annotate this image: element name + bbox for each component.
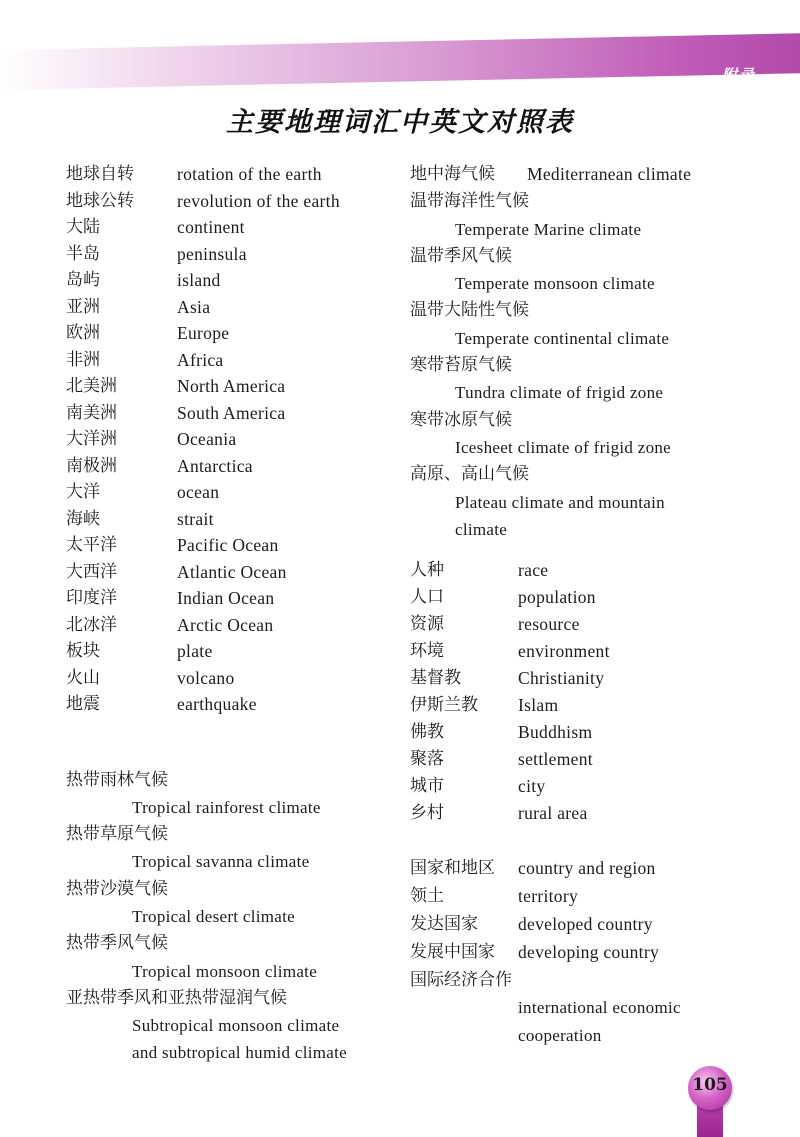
- page-number-badge: [688, 1066, 732, 1110]
- term-zh: 大陆: [66, 217, 100, 237]
- term-row: [66, 506, 396, 533]
- climate-en: Temperate Marine climate: [455, 219, 642, 239]
- term-zh: 非洲: [66, 349, 100, 370]
- term-en: Pacific Ocean: [177, 535, 279, 555]
- term-row: [410, 854, 750, 882]
- term-en: volcano: [177, 667, 235, 688]
- term-zh: 地球公转: [66, 190, 134, 211]
- term-row: [66, 214, 396, 241]
- term-en: settlement: [518, 749, 593, 770]
- left-term-list: [66, 161, 396, 718]
- term-row: [410, 161, 750, 188]
- term-zh: 印度洋: [66, 588, 117, 608]
- climate-en: Tundra climate of frigid zone: [455, 383, 664, 403]
- term-row: [410, 746, 750, 773]
- section-gap: [410, 827, 750, 854]
- climate-en: climate: [455, 519, 508, 539]
- climate-zh: 温带大陆性气候: [410, 300, 529, 321]
- term-zh: 半岛: [66, 243, 100, 264]
- left-column: [66, 161, 396, 1067]
- term-zh: 地球自转: [66, 164, 134, 184]
- climate-en: Temperate monsoon climate: [455, 274, 655, 294]
- term-zh: 佛教: [410, 722, 444, 743]
- climate-en: Icesheet climate of frigid zone: [455, 437, 672, 457]
- term-zh: 乡村: [410, 803, 444, 824]
- term-en: cooperation: [518, 1026, 602, 1046]
- term-zh: 太平洋: [66, 535, 117, 555]
- term-zh: 环境: [410, 641, 444, 662]
- term-zh: 地中海气候: [410, 164, 495, 184]
- climate-zh: 热带雨林气候: [66, 769, 168, 790]
- term-row: [66, 294, 396, 321]
- left-climate-list: [66, 767, 396, 1067]
- term-zh: 地震: [66, 694, 100, 714]
- section-gap: [66, 718, 396, 745]
- term-zh: 大洋: [66, 482, 100, 502]
- term-en: international economic: [518, 998, 681, 1018]
- term-row: [410, 773, 750, 800]
- term-row: [66, 373, 396, 400]
- climate-en: Plateau climate and mountain: [455, 492, 665, 512]
- climate-zh: 热带沙漠气候: [66, 878, 168, 899]
- term-en: peninsula: [177, 243, 247, 264]
- term-row: [66, 400, 396, 427]
- term-zh: 岛屿: [66, 270, 100, 290]
- term-en: country and region: [518, 858, 656, 879]
- right-term-list-1: [410, 557, 750, 827]
- section-label: 附录: [721, 66, 756, 84]
- term-zh: 火山: [66, 667, 100, 688]
- term-en: Antarctica: [177, 455, 253, 476]
- term-row: [410, 665, 750, 692]
- climate-zh: 温带季风气候: [410, 245, 512, 266]
- term-row: [66, 532, 396, 559]
- term-zh: 南极洲: [66, 455, 117, 476]
- term-zh: 聚落: [410, 749, 444, 770]
- term-zh: 发达国家: [410, 914, 478, 935]
- term-row: [66, 426, 396, 453]
- term-row: [410, 882, 750, 910]
- term-en: city: [518, 776, 546, 797]
- term-row: [66, 612, 396, 639]
- term-zh: 国家和地区: [410, 858, 495, 879]
- term-zh: 北美洲: [66, 376, 117, 396]
- page-number: 105: [692, 1075, 728, 1095]
- section-gap: [410, 543, 750, 557]
- term-zh: 城市: [410, 776, 444, 797]
- term-zh: 欧洲: [66, 323, 100, 343]
- term-en: North America: [177, 376, 286, 396]
- term-en: Buddhism: [518, 722, 593, 743]
- term-en: developing country: [518, 942, 659, 963]
- term-row: [66, 479, 396, 506]
- climate-en: Tropical monsoon climate: [132, 961, 318, 981]
- term-zh: 板块: [66, 641, 100, 661]
- term-row: [66, 347, 396, 374]
- climate-zh: 温带海洋性气候: [410, 191, 529, 212]
- term-row: [410, 719, 750, 746]
- term-en: rural area: [518, 803, 588, 824]
- term-row: [66, 559, 396, 586]
- term-row: [410, 910, 750, 938]
- term-row: [410, 611, 750, 638]
- term-zh: 基督教: [410, 668, 461, 689]
- term-zh: 资源: [410, 614, 444, 635]
- term-en: Islam: [518, 695, 559, 716]
- climate-en: Temperate continental climate: [455, 328, 670, 348]
- climate-en: Subtropical monsoon climate: [132, 1016, 340, 1036]
- term-row: [410, 638, 750, 665]
- term-zh: 大洋洲: [66, 429, 117, 449]
- term-en: ocean: [177, 482, 220, 502]
- term-row: [66, 638, 396, 665]
- term-zh: 领土: [410, 886, 444, 907]
- term-en: Europe: [177, 323, 230, 343]
- term-en: Arctic Ocean: [177, 614, 274, 635]
- term-zh: 海峡: [66, 508, 100, 529]
- term-zh: 人种: [410, 560, 444, 581]
- term-en: earthquake: [177, 694, 257, 714]
- climate-zh: 热带草原气候: [66, 824, 168, 845]
- header-banner: [0, 33, 800, 90]
- climate-zh: 热带季风气候: [66, 933, 168, 954]
- climate-en: Tropical rainforest climate: [132, 797, 321, 817]
- term-zh: 发展中国家: [410, 942, 495, 963]
- term-en: territory: [518, 886, 579, 907]
- term-row: [66, 453, 396, 480]
- term-en: Mediterranean climate: [527, 164, 692, 184]
- term-en: Atlantic Ocean: [177, 561, 287, 582]
- term-row: [66, 585, 396, 612]
- term-en: Africa: [177, 349, 224, 370]
- climate-en: Tropical desert climate: [132, 906, 296, 926]
- term-zh: 人口: [410, 587, 444, 608]
- term-en: Indian Ocean: [177, 588, 275, 608]
- section-gap: [66, 745, 396, 767]
- term-en: rotation of the earth: [177, 164, 322, 184]
- term-row: [66, 241, 396, 268]
- right-column: [410, 161, 750, 1050]
- term-en: South America: [177, 402, 286, 423]
- page-title: 主要地理词汇中英文对照表: [226, 107, 574, 138]
- term-en: Asia: [177, 296, 211, 317]
- right-term-list-2: [410, 854, 750, 1050]
- term-row: [66, 665, 396, 692]
- climate-en: and subtropical humid climate: [132, 1043, 348, 1063]
- term-row: [410, 584, 750, 611]
- term-en: continent: [177, 217, 245, 237]
- right-climate-list: [410, 161, 750, 543]
- climate-zh: 亚热带季风和亚热带湿润气候: [66, 987, 287, 1008]
- term-zh: 南美洲: [66, 402, 117, 423]
- climate-zh: 寒带冰原气候: [410, 409, 512, 430]
- climate-zh: 国际经济合作: [410, 970, 512, 991]
- term-row: [66, 161, 396, 188]
- climate-zh: 高原、高山气候: [410, 464, 529, 485]
- term-en: environment: [518, 641, 610, 662]
- term-en: resource: [518, 614, 580, 635]
- term-en: population: [518, 587, 596, 608]
- term-row: [66, 267, 396, 294]
- climate-zh: 寒带苔原气候: [410, 355, 512, 376]
- term-en: race: [518, 560, 549, 581]
- term-zh: 大西洋: [66, 561, 117, 582]
- term-row: [410, 557, 750, 584]
- term-en: developed country: [518, 914, 653, 935]
- term-row: [410, 800, 750, 827]
- term-en: plate: [177, 641, 213, 661]
- term-zh: 亚洲: [66, 296, 100, 317]
- term-zh: 伊斯兰教: [410, 695, 478, 716]
- term-en: Christianity: [518, 668, 605, 689]
- term-zh: 北冰洋: [66, 614, 117, 635]
- term-row: [66, 691, 396, 718]
- term-row: [410, 692, 750, 719]
- term-row: [410, 938, 750, 966]
- term-en: island: [177, 270, 221, 290]
- term-en: revolution of the earth: [177, 190, 340, 211]
- term-en: strait: [177, 508, 214, 529]
- term-row: [66, 320, 396, 347]
- term-en: Oceania: [177, 429, 237, 449]
- climate-en: Tropical savanna climate: [132, 852, 310, 872]
- term-row: [66, 188, 396, 215]
